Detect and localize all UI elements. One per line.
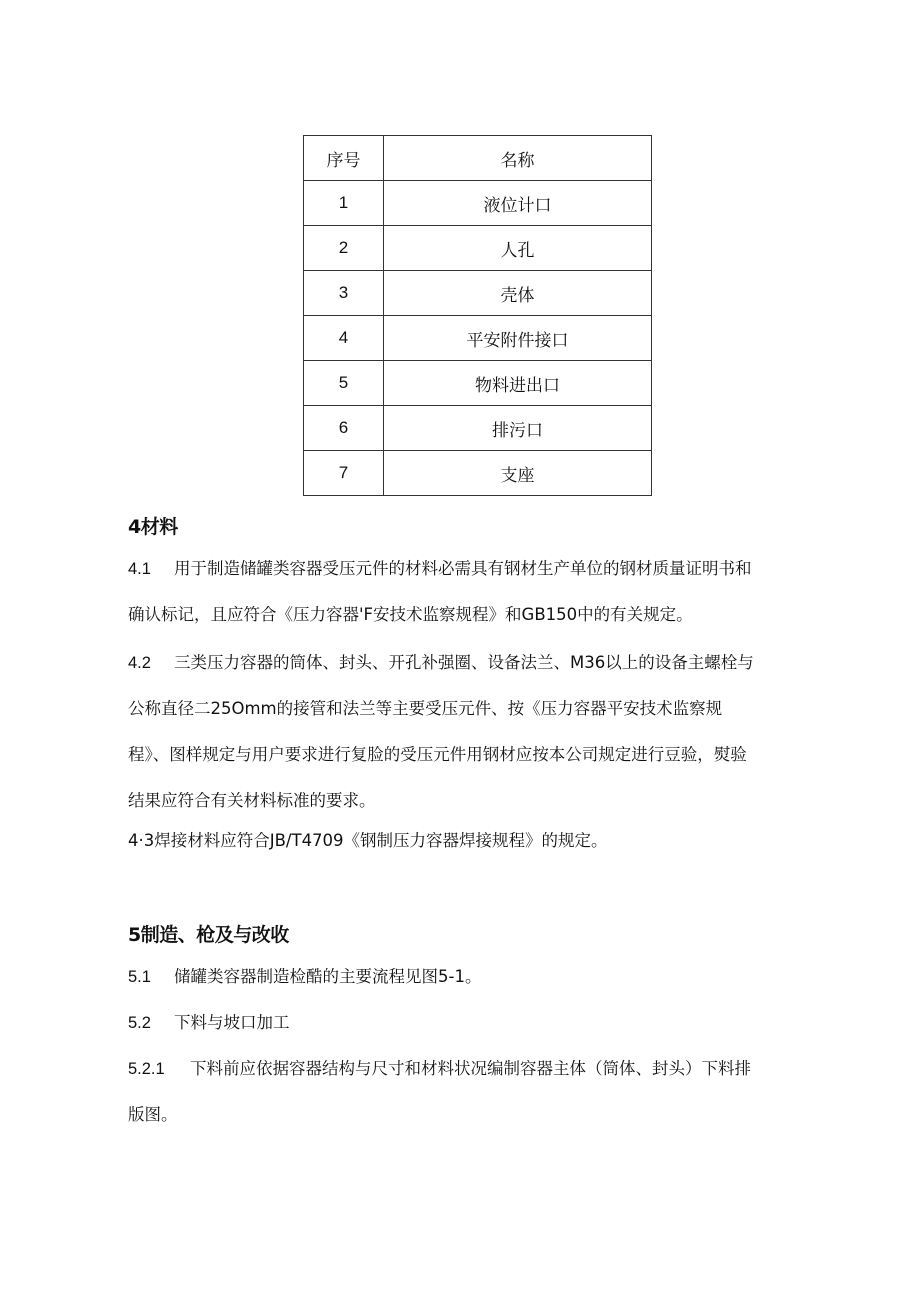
parts-table xyxy=(303,135,652,496)
paragraph-text: 用于制造储罐类容器受压元件的材料必需具有钢材生产单位的钢材质量证明书和 xyxy=(174,559,752,578)
table-row xyxy=(304,451,652,496)
section-5-heading: 5制造、枪及与改收 xyxy=(128,924,289,946)
paragraph-label: 5.2 xyxy=(128,1014,151,1032)
paragraph-4-2 xyxy=(128,640,828,824)
row-name: 物料进出口 xyxy=(384,361,652,406)
row-name: 平安附件接口 xyxy=(384,316,652,361)
paragraph-5-1 xyxy=(128,954,828,1000)
paragraph-text: 结果应符合有关材料标准的要求。 xyxy=(128,791,376,810)
section-4-heading: 4材料 xyxy=(128,516,178,538)
paragraph-4-1 xyxy=(128,546,828,638)
row-name: 排污口 xyxy=(384,406,652,451)
paragraph-text: 下料与坡口加工 xyxy=(174,1013,290,1032)
header-no: 序号 xyxy=(304,136,384,181)
paragraph-text: 确认标记，且应符合《压力容器'F安技术监察规程》和GB150中的有关规定。 xyxy=(128,605,693,624)
paragraph-label: 4.2 xyxy=(128,654,151,672)
row-no: 4 xyxy=(304,316,384,361)
paragraph-text: 程》、图样规定与用户要求进行复脸的受压元件用钢材应按本公司规定进行豆验，熨验 xyxy=(128,745,747,764)
row-name: 壳体 xyxy=(384,271,652,316)
table-header-row xyxy=(304,136,652,181)
paragraph-5-2-1 xyxy=(128,1046,828,1138)
row-name: 液位计口 xyxy=(384,181,652,226)
paragraph-4-3 xyxy=(128,818,828,864)
row-name: 人孔 xyxy=(384,226,652,271)
paragraph-text: 公称直径二25Omm的接管和法兰等主要受压元件、按《压力容器平安技术监察规 xyxy=(128,699,723,718)
row-no: 7 xyxy=(304,451,384,496)
paragraph-text: 储罐类容器制造检酷的主要流程见图5-1。 xyxy=(174,967,482,986)
table-row xyxy=(304,406,652,451)
table-row xyxy=(304,361,652,406)
paragraph-label: 5.2.1 xyxy=(128,1060,165,1078)
paragraph-text: 下料前应依据容器结构与尺寸和材料状况编制容器主体（筒体、封头）下料排 xyxy=(190,1059,751,1078)
paragraph-label: 5.1 xyxy=(128,968,151,986)
table-row xyxy=(304,226,652,271)
paragraph-label: 4.1 xyxy=(128,560,151,578)
row-no: 1 xyxy=(304,181,384,226)
table-row xyxy=(304,316,652,361)
paragraph-text: 4·3焊接材料应符合JB/T4709《钢制压力容器焊接规程》的规定。 xyxy=(128,831,608,850)
row-no: 6 xyxy=(304,406,384,451)
row-no: 2 xyxy=(304,226,384,271)
header-name: 名称 xyxy=(384,136,652,181)
row-no: 3 xyxy=(304,271,384,316)
table-row xyxy=(304,181,652,226)
paragraph-5-2 xyxy=(128,1000,828,1046)
paragraph-text: 版图。 xyxy=(128,1105,178,1124)
table-row xyxy=(304,271,652,316)
paragraph-text: 三类压力容器的筒体、封头、开孔补强圈、设备法兰、M36以上的设备主螺栓与 xyxy=(174,653,754,672)
row-name: 支座 xyxy=(384,451,652,496)
row-no: 5 xyxy=(304,361,384,406)
